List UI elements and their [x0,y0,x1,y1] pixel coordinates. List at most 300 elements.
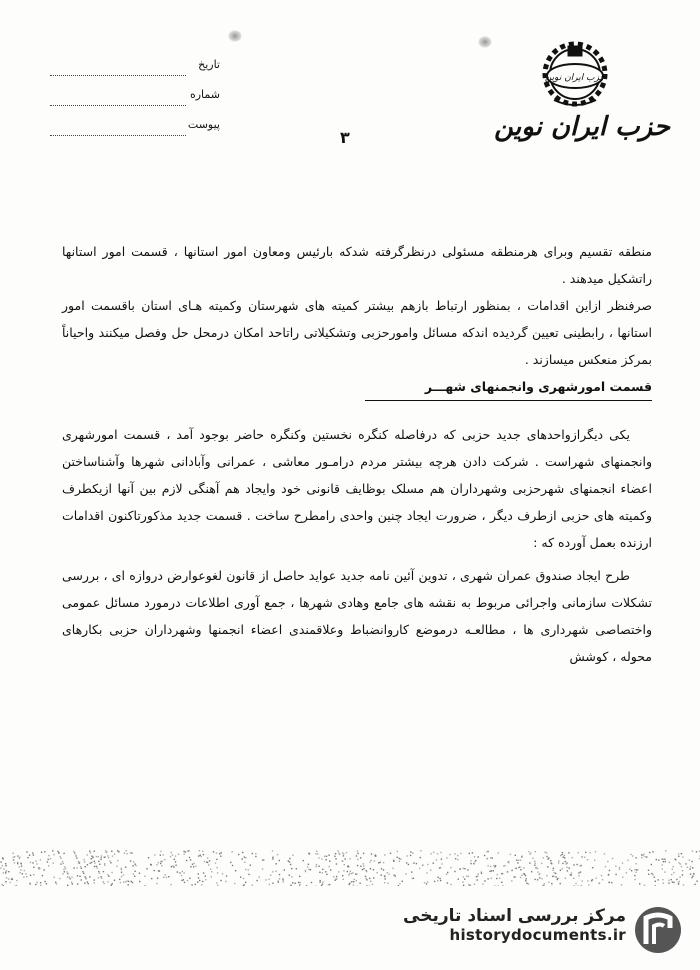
noise-dot [571,873,572,874]
noise-dot [573,878,574,879]
noise-dot [135,865,136,866]
noise-dot [128,884,129,885]
noise-dot [48,855,49,856]
noise-dot [696,851,697,852]
noise-dot [111,872,112,873]
noise-dot [126,880,127,881]
noise-dot [397,857,398,858]
noise-dot [151,878,152,879]
noise-dot [560,870,561,871]
noise-dot [676,879,677,880]
noise-dot [460,868,461,869]
party-letterhead [488,30,678,150]
noise-dot [64,866,65,867]
noise-dot [5,873,6,874]
noise-dot [213,851,214,852]
noise-dot [681,853,682,854]
noise-dot [272,850,273,851]
noise-dot [220,856,221,857]
noise-dot [348,874,349,875]
noise-dot [98,861,99,862]
noise-dot [376,872,377,873]
noise-dot [679,881,680,882]
noise-dot [393,874,394,875]
noise-dot [546,852,547,853]
number-field [50,88,220,118]
noise-dot [578,872,579,873]
noise-dot [544,883,545,884]
noise-dot [326,856,327,857]
noise-dot [98,871,99,872]
noise-dot [245,882,246,883]
noise-dot [3,872,4,873]
noise-dot [558,860,559,861]
noise-dot [375,855,376,856]
noise-dot [165,874,166,875]
noise-dot [356,855,357,856]
noise-dot [33,874,34,875]
noise-dot [40,885,41,886]
noise-dot [577,885,578,886]
noise-dot [671,879,672,880]
noise-dot [419,868,420,869]
noise-dot [256,880,257,881]
noise-dot [692,850,693,851]
noise-dot [79,876,80,877]
noise-dot [75,855,76,856]
noise-dot [454,853,455,854]
noise-dot [338,850,339,851]
noise-dot [33,867,34,868]
noise-dot [77,875,78,876]
noise-dot [121,872,122,873]
noise-dot [170,884,171,885]
noise-dot [184,853,185,854]
noise-dot [399,858,400,859]
noise-dot [48,859,49,860]
noise-dot [497,874,498,875]
noise-dot [398,885,399,886]
noise-dot [32,862,33,863]
noise-dot [564,857,565,858]
noise-dot [387,883,388,884]
noise-dot [360,866,361,867]
noise-dot [473,863,474,864]
noise-dot [130,860,131,861]
noise-dot [318,866,319,867]
noise-dot [13,853,14,854]
noise-dot [611,882,612,883]
date-line [50,75,186,76]
noise-dot [181,880,182,881]
noise-dot [126,853,127,854]
noise-dot [541,863,542,864]
noise-dot [171,866,172,867]
noise-dot [690,866,691,867]
noise-dot [291,876,292,877]
noise-dot [446,874,447,875]
noise-dot [5,863,6,864]
noise-dot [518,860,519,861]
noise-dot [655,885,656,886]
noise-dot [289,875,290,876]
noise-dot [464,879,465,880]
noise-dot [644,885,645,886]
noise-dot [203,872,204,873]
noise-dot [35,884,36,885]
noise-dot [555,873,556,874]
noise-dot [44,851,45,852]
noise-dot [97,867,98,868]
noise-dot [243,884,244,885]
noise-dot [303,860,304,861]
noise-dot [328,884,329,885]
noise-dot [692,867,693,868]
noise-dot [193,863,194,864]
noise-dot [576,864,577,865]
noise-dot [632,855,633,856]
noise-dot [363,853,364,854]
noise-dot [374,860,375,861]
noise-dot [32,852,33,853]
noise-dot [475,860,476,861]
noise-dot [619,867,620,868]
noise-dot [175,855,176,856]
noise-dot [16,885,17,886]
noise-dot [316,851,317,852]
noise-dot [73,867,74,868]
noise-dot [221,852,222,853]
noise-dot [94,879,95,880]
noise-dot [81,879,82,880]
noise-dot [635,863,636,864]
noise-dot [672,881,673,882]
noise-dot [537,871,538,872]
noise-dot [132,865,133,866]
noise-dot [88,883,89,884]
noise-dot [30,884,31,885]
noise-dot [2,884,3,885]
noise-dot [359,883,360,884]
noise-dot [544,852,545,853]
noise-dot [355,874,356,875]
noise-dot [551,883,552,884]
noise-dot [349,884,350,885]
noise-dot [671,874,672,875]
noise-dot [345,858,346,859]
noise-dot [631,870,632,871]
noise-dot [211,876,212,877]
noise-dot [520,877,521,878]
noise-dot [163,877,164,878]
noise-dot [160,855,161,856]
noise-dot [441,859,442,860]
attachment-field [50,118,220,148]
noise-dot [65,868,66,869]
noise-dot [42,875,43,876]
noise-dot [335,878,336,879]
noise-dot [567,870,568,871]
noise-dot [392,868,393,869]
noise-dot [346,852,347,853]
noise-dot [658,859,659,860]
noise-dot [496,878,497,879]
noise-dot [106,852,107,853]
noise-dot [99,864,100,865]
noise-dot [484,855,485,856]
noise-dot [190,859,191,860]
noise-dot [501,873,502,874]
noise-dot [562,868,563,869]
noise-dot [383,869,384,870]
noise-dot [591,880,592,881]
noise-dot [300,882,301,883]
noise-dot [510,854,511,855]
noise-dot [437,880,438,881]
noise-dot [216,859,217,860]
noise-dot [64,871,65,872]
noise-dot [101,857,102,858]
noise-dot [107,881,108,882]
noise-dot [678,883,679,884]
noise-dot [248,869,249,870]
noise-dot [400,858,401,859]
noise-dot [187,880,188,881]
noise-dot [63,869,64,870]
noise-dot [299,884,300,885]
noise-dot [354,879,355,880]
noise-dot [538,874,539,875]
noise-dot [210,869,211,870]
noise-dot [649,852,650,853]
noise-dot [343,855,344,856]
noise-dot [17,855,18,856]
noise-dot [216,852,217,853]
noise-dot [687,867,688,868]
noise-dot [8,878,9,879]
noise-dot [615,874,616,875]
noise-dot [689,868,690,869]
noise-dot [555,876,556,877]
noise-dot [299,876,300,877]
noise-dot [481,871,482,872]
noise-dot [336,863,337,864]
noise-dot [372,884,373,885]
noise-dot [103,883,104,884]
noise-dot [298,882,299,883]
noise-dot [40,882,41,883]
noise-dot [352,872,353,873]
noise-dot [252,853,253,854]
noise-dot [410,851,411,852]
noise-dot [89,876,90,877]
noise-dot [424,882,425,883]
noise-dot [470,863,471,864]
noise-dot [329,861,330,862]
noise-dot [693,874,694,875]
noise-dot [582,880,583,881]
noise-dot [482,883,483,884]
noise-dot [694,884,695,885]
noise-dot [390,853,391,854]
noise-dot [397,851,398,852]
noise-dot [518,867,519,868]
noise-dot [252,885,253,886]
noise-dot [69,876,70,877]
noise-dot [276,863,277,864]
noise-dot [119,879,120,880]
noise-dot [308,853,309,854]
noise-dot [342,875,343,876]
noise-dot [526,883,527,884]
noise-dot [109,860,110,861]
noise-dot [156,864,157,865]
noise-dot [173,866,174,867]
noise-dot [454,871,455,872]
noise-dot [408,864,409,865]
noise-dot [528,851,529,852]
noise-dot [242,852,243,853]
noise-dot [125,867,126,868]
noise-dot [202,851,203,852]
noise-dot [552,876,553,877]
noise-dot [371,853,372,854]
noise-dot [609,870,610,871]
noise-dot [40,859,41,860]
noise-dot [101,878,102,879]
noise-dot [489,871,490,872]
noise-dot [104,865,105,866]
noise-dot [476,876,477,877]
noise-dot [474,884,475,885]
noise-dot [498,886,499,887]
noise-dot [178,854,179,855]
noise-dot [13,857,14,858]
noise-dot [402,881,403,882]
noise-dot [244,862,245,863]
noise-dot [411,871,412,872]
noise-dot [168,876,169,877]
noise-dot [3,868,4,869]
noise-dot [557,879,558,880]
noise-dot [599,882,600,883]
paragraph: صرفنظر ازاین اقدامات ، بمنظور ارتباط بازهم بیشتر کمیته های شهرستان وکمیته هـای استان باقسمت امور استانها ، رابطینی تعیین گردیده اندکه مسائل وامورحزبی وتشکیلاتی راتاحد امکان درمحل حل وفصل میکنند واحیاناً بمرکز منعکس میسازند . [62,298,652,367]
noise-dot [645,856,646,857]
noise-dot [177,871,178,872]
noise-dot [499,878,500,879]
noise-dot [317,853,318,854]
noise-dot [413,862,414,863]
noise-dot [53,862,54,863]
noise-dot [692,876,693,877]
noise-dot [282,881,283,882]
noise-dot [134,871,135,872]
noise-dot [172,854,173,855]
gear-emblem-icon [530,36,620,116]
noise-dot [96,856,97,857]
noise-dot [678,856,679,857]
noise-dot [635,872,636,873]
noise-dot [378,862,379,863]
noise-dot [481,873,482,874]
noise-dot [566,863,567,864]
noise-dot [662,868,663,869]
noise-dot [77,883,78,884]
noise-dot [573,864,574,865]
noise-dot [673,872,674,873]
noise-dot [566,867,567,868]
noise-dot [595,851,596,852]
noise-dot [464,868,465,869]
noise-dot [158,862,159,863]
noise-dot [307,866,308,867]
noise-dot [468,884,469,885]
noise-dot [117,850,118,851]
noise-dot [322,883,323,884]
noise-dot [329,866,330,867]
noise-dot [347,871,348,872]
noise-dot [16,880,17,881]
noise-dot [203,854,204,855]
noise-dot [595,878,596,879]
noise-dot [665,861,666,862]
noise-dot [487,878,488,879]
noise-dot [532,858,533,859]
noise-dot [541,878,542,879]
noise-dot [412,878,413,879]
noise-dot [111,885,112,886]
noise-dot [154,870,155,871]
noise-dot [189,878,190,879]
noise-dot [62,861,63,862]
noise-dot [662,879,663,880]
noise-dot [94,861,95,862]
noise-dot [193,866,194,867]
noise-dot [121,868,122,869]
noise-dot [19,866,20,867]
noise-dot [470,860,471,861]
noise-dot [501,882,502,883]
noise-dot [579,865,580,866]
noise-dot [493,870,494,871]
noise-dot [208,864,209,865]
noise-dot [39,868,40,869]
noise-dot [344,864,345,865]
scan-spot [478,36,492,48]
noise-dot [525,875,526,876]
noise-dot [338,852,339,853]
scan-spot [228,30,242,42]
noise-dot [447,882,448,883]
noise-dot [121,869,122,870]
noise-dot [44,881,45,882]
noise-dot [36,882,37,883]
noise-dot [240,877,241,878]
noise-dot [373,869,374,870]
noise-dot [348,866,349,867]
noise-dot [517,862,518,863]
noise-dot [683,884,684,885]
noise-dot [574,886,575,887]
noise-dot [407,855,408,856]
noise-dot [130,852,131,853]
noise-dot [569,867,570,868]
noise-dot [578,852,579,853]
noise-dot [511,870,512,871]
noise-dot [125,881,126,882]
noise-dot [235,870,236,871]
noise-dot [547,858,548,859]
